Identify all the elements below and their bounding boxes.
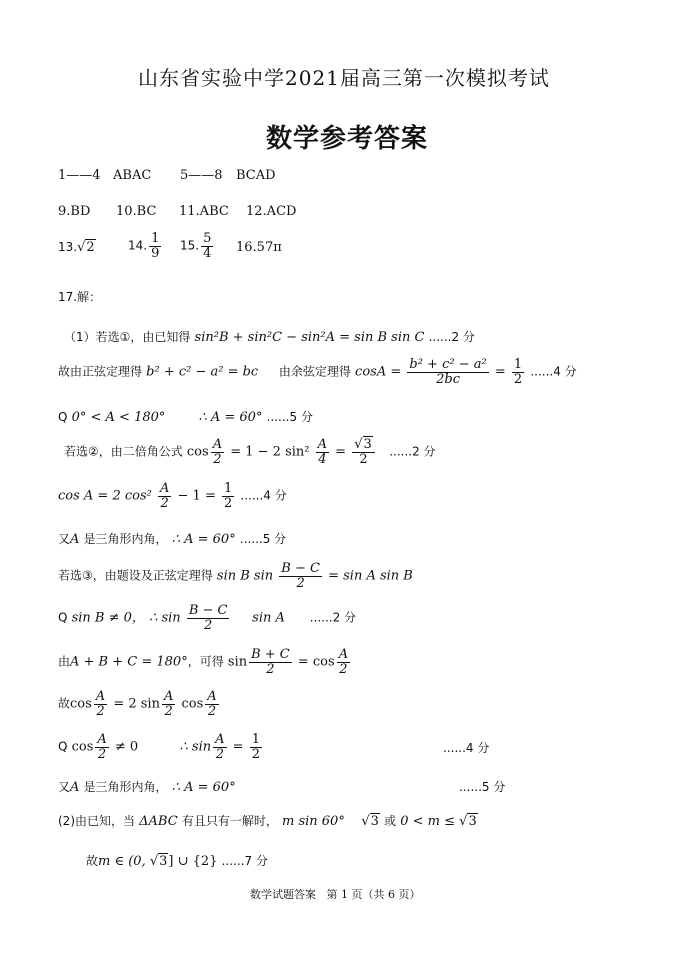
sinb-points: ......2 分 <box>309 610 357 625</box>
opt3-intro: 若选③，由题设及正弦定理得 <box>58 568 213 583</box>
q2-points: ......4 分 <box>443 741 490 755</box>
sum-num: B + C <box>251 647 290 662</box>
gu-a-2: A <box>163 689 174 704</box>
answer-values-5-8: BCAD <box>236 168 276 183</box>
part2-root3-2: 3 <box>468 814 477 829</box>
sum-line <box>58 648 352 676</box>
part2-line: (2)由已知，当 ΔABC 有且只有一解时， m sin 60° √3 或 0 < m ≤ √3 <box>58 814 477 829</box>
part1-option1-line <box>64 328 475 345</box>
answer-14 <box>128 232 163 260</box>
cos2-points: ......4 分 <box>240 488 287 503</box>
part2-range: 0 < m ≤ <box>400 814 456 829</box>
gu-den-2: 2 <box>164 703 173 719</box>
answer-14-den: 9 <box>151 245 160 261</box>
end-line <box>58 778 236 795</box>
part2-text2: 有且只有一解时， <box>181 814 278 828</box>
answer-range-5-8: 5——8 <box>180 168 223 183</box>
answer-10: 10.BC <box>116 204 157 219</box>
q2-two: 2 <box>251 746 260 762</box>
sinb-num: B − C <box>188 603 228 618</box>
eq-bc: b² + c² − a² = bc <box>146 364 259 380</box>
footer-page-num: 1 <box>341 888 348 901</box>
cos2-a: A <box>160 481 170 496</box>
gu-a-3: A <box>207 689 217 704</box>
end-pre: 又 <box>58 780 71 794</box>
answer-14-num: 1 <box>151 231 160 246</box>
gu-line <box>58 690 221 718</box>
exam-title: 山东省实验中学2021届高三第一次模拟考试 <box>138 66 550 90</box>
cos2-den: 2 <box>224 495 233 511</box>
answer-15 <box>180 232 215 260</box>
sum-a-den: 2 <box>339 661 348 677</box>
footer-page-mid: 页（共 <box>351 888 385 901</box>
q2-line <box>58 733 264 761</box>
sinb-q: Q <box>58 610 68 625</box>
q2-cos: cos <box>71 739 94 755</box>
answer-range-1-4: 1——4 <box>58 168 101 183</box>
opt2-end-text: 是三角形内角， <box>83 532 168 546</box>
points-4: ......4 分 <box>530 364 577 379</box>
opt2-points: ......2 分 <box>389 444 436 459</box>
answer-13-label: 13. <box>58 240 78 254</box>
answer-15-num: 5 <box>203 231 212 246</box>
sum-pre: 由 <box>58 654 71 669</box>
q2-therefore: ∴ sin <box>179 739 212 755</box>
part2-pre: (2) <box>58 814 75 828</box>
q2-q: Q <box>58 739 68 754</box>
gu-cos2: cos <box>181 696 204 712</box>
q2-den-2: 2 <box>215 746 224 762</box>
q17-label: 17.解： <box>58 290 102 304</box>
sum-mid: ，可得 <box>187 654 224 669</box>
half-num: 1 <box>513 357 523 372</box>
part2-or: 或 <box>384 814 397 828</box>
opt2-root3: 3 <box>363 437 372 452</box>
gu-a: A <box>95 689 106 704</box>
part2-m: m sin 60° <box>281 814 345 829</box>
footer-page-total: 6 <box>388 888 395 901</box>
q2-ne: ≠ 0 <box>114 739 139 755</box>
page-footer <box>250 886 421 902</box>
answer-13-value: 2 <box>86 240 95 255</box>
sum-eq: A + B + C = 180° <box>70 654 188 670</box>
cos2-line <box>58 482 287 510</box>
therefore-a60: ∴ A = 60° <box>198 410 263 425</box>
answer-13: 13.√2 <box>58 240 95 255</box>
end-text: 是三角形内角， <box>83 780 168 794</box>
part2-root3: 3 <box>370 814 379 829</box>
answer-15-den: 4 <box>203 245 212 261</box>
sinb-sina: sin A <box>252 610 285 626</box>
answer-9: 9.BD <box>58 204 91 219</box>
sum-den: 2 <box>266 661 275 677</box>
opt3-den: 2 <box>296 575 305 591</box>
points-2: ......2 分 <box>428 330 475 344</box>
cosA-label: cosA = <box>355 364 402 380</box>
opt2-end-a: A <box>70 532 80 547</box>
opt2-end-pre: 又 <box>58 532 71 546</box>
part2-triangle: ΔABC <box>139 814 178 829</box>
opt2-a: A <box>212 437 223 452</box>
cos2-num: 1 <box>224 481 233 496</box>
gu-pre: 故 <box>58 696 71 711</box>
points-5: ......5 分 <box>266 410 313 424</box>
law-line <box>58 358 577 386</box>
opt2-den2: 2 <box>359 451 368 467</box>
opt2-end-points: ......5 分 <box>239 532 287 546</box>
q2-eq: = <box>232 739 244 755</box>
option2-line: 若选②，由二倍角公式 cos $\frac{A}{2}$ = 1 − 2 sin² $\frac{A}{4}$ = $\frac{√3}{2}$ ......2 分 <box>64 437 436 467</box>
cos-equals: = <box>494 364 506 380</box>
q2-a-2: A <box>215 732 225 747</box>
final-root3: 3 <box>159 854 168 869</box>
opt2-intro: 若选②，由二倍角公式 <box>64 444 183 459</box>
answer-values-1-4: ABAC <box>113 168 152 183</box>
opt3-rhs: = sin A sin B <box>328 568 413 584</box>
cos2-mid: − 1 = <box>177 488 216 504</box>
cos-numerator: b² + c² − a² <box>409 357 487 372</box>
footer-page-suffix: 页） <box>398 888 421 901</box>
sinb-line <box>58 604 356 632</box>
final-points: ......7 分 <box>221 854 268 868</box>
opt2-cos: cos <box>186 444 209 460</box>
cos2-lhs: cos A = 2 cos² <box>58 488 152 504</box>
part2-text: 由已知，当 <box>75 814 136 828</box>
final-end: ] ∪ {2} <box>168 854 218 869</box>
range-q: Q <box>58 410 68 424</box>
eq-sin-squares: sin²B + sin²C − sin²A = sin B sin C <box>194 330 425 345</box>
opt3-num: B − C <box>281 561 320 576</box>
end-a: A <box>70 780 80 795</box>
gu-cos: cos <box>70 696 92 712</box>
sum-a: A <box>338 647 349 662</box>
gu-den-3: 2 <box>207 703 217 719</box>
sinb-den: 2 <box>204 617 213 633</box>
gu-den: 2 <box>96 703 105 719</box>
opt2-end-eq: ∴ A = 60° <box>171 532 236 547</box>
gu-mid: = 2 sin <box>113 696 160 712</box>
end-points: ......5 分 <box>459 780 506 794</box>
q2-den: 2 <box>97 746 107 762</box>
half-den: 2 <box>513 371 523 387</box>
answer-12: 12.ACD <box>246 204 297 219</box>
sinb-ne: sin B ≠ 0， <box>71 610 145 626</box>
q2-one: 1 <box>251 732 260 747</box>
footer-label: 数学试题答案 <box>250 888 316 901</box>
opt2-eq: = <box>335 444 347 460</box>
opt2-mid: = 1 − 2 sin² <box>230 444 310 460</box>
opt2-a-2: A <box>317 437 328 452</box>
part1-intro: （1）若选①，由已知得 <box>64 330 191 344</box>
opt2-four: 4 <box>318 451 327 467</box>
answer-14-label: 14. <box>128 238 148 253</box>
page-heading: 数学参考答案 <box>266 124 429 154</box>
opt2-end-line <box>58 530 286 547</box>
cos2-two: 2 <box>160 495 169 511</box>
footer-page-prefix: 第 <box>326 888 338 901</box>
q2-a: A <box>97 732 107 747</box>
answer-16: 16.57π <box>236 240 282 255</box>
sum-sin: sin <box>227 654 248 670</box>
end-eq: ∴ A = 60° <box>171 780 236 795</box>
sum-cos: = cos <box>297 654 335 670</box>
final-pre: 故 <box>86 854 99 868</box>
opt3-lhs: sin B sin <box>216 568 274 584</box>
range-eq: 0° < A < 180° <box>71 410 166 425</box>
answer-11: 11.ABC <box>179 204 229 219</box>
final-line: 故m ∈ (0, √3] ∪ {2} ......7 分 <box>86 854 268 869</box>
option3-line <box>58 562 413 590</box>
final-m: m ∈ (0, <box>98 854 150 869</box>
answer-15-label: 15. <box>180 238 200 253</box>
law-sines-text: 故由正弦定理得 <box>58 364 143 379</box>
range-line <box>58 408 313 425</box>
sinb-therefore: ∴ sin <box>149 610 181 626</box>
cos-denominator: 2bc <box>436 371 460 387</box>
law-cos-text: 由余弦定理得 <box>278 364 351 379</box>
opt2-two: 2 <box>213 451 222 467</box>
